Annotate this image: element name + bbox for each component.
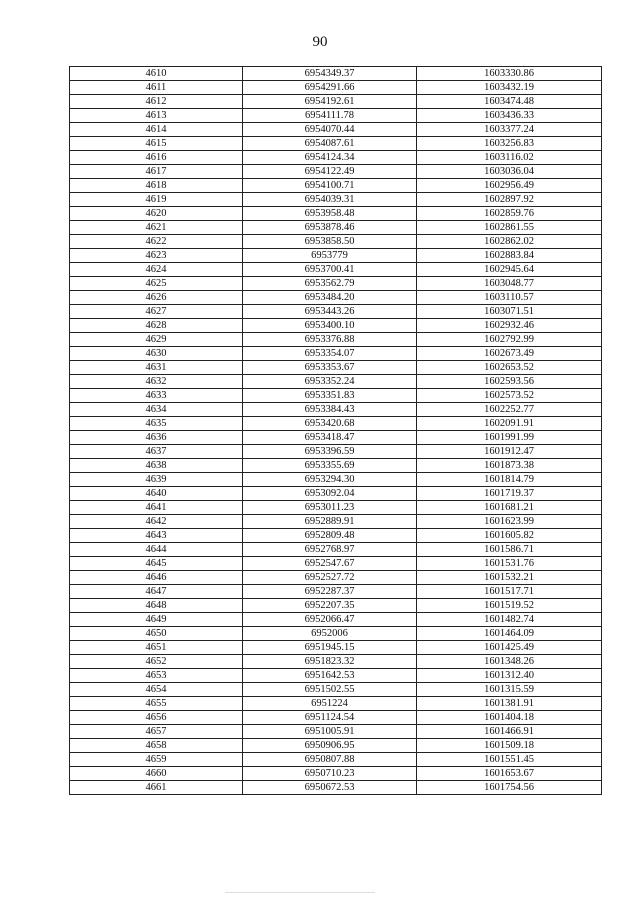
point-number-cell: 4660 bbox=[70, 767, 243, 781]
table-row bbox=[70, 291, 602, 305]
x-coordinate-cell: 6953353.67 bbox=[243, 361, 417, 375]
y-coordinate-cell: 1601653.67 bbox=[417, 767, 602, 781]
table-row bbox=[70, 193, 602, 207]
x-coordinate-cell: 6953351.83 bbox=[243, 389, 417, 403]
x-coordinate-cell: 6954100.71 bbox=[243, 179, 417, 193]
point-number-cell: 4640 bbox=[70, 487, 243, 501]
x-coordinate-cell: 6953779 bbox=[243, 249, 417, 263]
y-coordinate-cell: 1602091.91 bbox=[417, 417, 602, 431]
y-coordinate-cell: 1603436.33 bbox=[417, 109, 602, 123]
x-coordinate-cell: 6953355.69 bbox=[243, 459, 417, 473]
point-number-cell: 4635 bbox=[70, 417, 243, 431]
x-coordinate-cell: 6951224 bbox=[243, 697, 417, 711]
point-number-cell: 4657 bbox=[70, 725, 243, 739]
table-row bbox=[70, 403, 602, 417]
table-row bbox=[70, 375, 602, 389]
y-coordinate-cell: 1603377.24 bbox=[417, 123, 602, 137]
point-number-cell: 4632 bbox=[70, 375, 243, 389]
point-number-cell: 4614 bbox=[70, 123, 243, 137]
x-coordinate-cell: 6952547.67 bbox=[243, 557, 417, 571]
coordinates-table bbox=[69, 66, 602, 795]
point-number-cell: 4653 bbox=[70, 669, 243, 683]
point-number-cell: 4619 bbox=[70, 193, 243, 207]
x-coordinate-cell: 6952287.37 bbox=[243, 585, 417, 599]
y-coordinate-cell: 1603116.02 bbox=[417, 151, 602, 165]
y-coordinate-cell: 1602897.92 bbox=[417, 193, 602, 207]
point-number-cell: 4648 bbox=[70, 599, 243, 613]
table-row bbox=[70, 501, 602, 515]
y-coordinate-cell: 1601754.56 bbox=[417, 781, 602, 795]
table-row bbox=[70, 389, 602, 403]
y-coordinate-cell: 1601509.18 bbox=[417, 739, 602, 753]
point-number-cell: 4652 bbox=[70, 655, 243, 669]
point-number-cell: 4647 bbox=[70, 585, 243, 599]
x-coordinate-cell: 6953858.50 bbox=[243, 235, 417, 249]
table-row bbox=[70, 515, 602, 529]
y-coordinate-cell: 1603071.51 bbox=[417, 305, 602, 319]
x-coordinate-cell: 6954349.37 bbox=[243, 67, 417, 81]
point-number-cell: 4634 bbox=[70, 403, 243, 417]
y-coordinate-cell: 1601466.91 bbox=[417, 725, 602, 739]
point-number-cell: 4613 bbox=[70, 109, 243, 123]
x-coordinate-cell: 6952066.47 bbox=[243, 613, 417, 627]
y-coordinate-cell: 1603036.04 bbox=[417, 165, 602, 179]
x-coordinate-cell: 6953700.41 bbox=[243, 263, 417, 277]
table-row bbox=[70, 81, 602, 95]
x-coordinate-cell: 6951823.32 bbox=[243, 655, 417, 669]
table-row bbox=[70, 249, 602, 263]
x-coordinate-cell: 6954111.78 bbox=[243, 109, 417, 123]
x-coordinate-cell: 6954291.66 bbox=[243, 81, 417, 95]
table-row bbox=[70, 585, 602, 599]
table-row bbox=[70, 417, 602, 431]
x-coordinate-cell: 6954070.44 bbox=[243, 123, 417, 137]
x-coordinate-cell: 6954124.34 bbox=[243, 151, 417, 165]
y-coordinate-cell: 1603330.86 bbox=[417, 67, 602, 81]
point-number-cell: 4636 bbox=[70, 431, 243, 445]
y-coordinate-cell: 1601425.49 bbox=[417, 641, 602, 655]
point-number-cell: 4658 bbox=[70, 739, 243, 753]
table-row bbox=[70, 95, 602, 109]
table-row bbox=[70, 683, 602, 697]
table-row bbox=[70, 599, 602, 613]
x-coordinate-cell: 6953484.20 bbox=[243, 291, 417, 305]
y-coordinate-cell: 1601912.47 bbox=[417, 445, 602, 459]
y-coordinate-cell: 1601404.18 bbox=[417, 711, 602, 725]
point-number-cell: 4631 bbox=[70, 361, 243, 375]
table-row bbox=[70, 277, 602, 291]
point-number-cell: 4620 bbox=[70, 207, 243, 221]
table-row bbox=[70, 571, 602, 585]
point-number-cell: 4661 bbox=[70, 781, 243, 795]
table-row bbox=[70, 543, 602, 557]
point-number-cell: 4655 bbox=[70, 697, 243, 711]
x-coordinate-cell: 6951945.15 bbox=[243, 641, 417, 655]
x-coordinate-cell: 6954192.61 bbox=[243, 95, 417, 109]
point-number-cell: 4633 bbox=[70, 389, 243, 403]
x-coordinate-cell: 6954087.61 bbox=[243, 137, 417, 151]
table-row bbox=[70, 445, 602, 459]
x-coordinate-cell: 6953092.04 bbox=[243, 487, 417, 501]
x-coordinate-cell: 6951642.53 bbox=[243, 669, 417, 683]
x-coordinate-cell: 6953376.88 bbox=[243, 333, 417, 347]
x-coordinate-cell: 6952527.72 bbox=[243, 571, 417, 585]
x-coordinate-cell: 6953400.10 bbox=[243, 319, 417, 333]
table-row bbox=[70, 711, 602, 725]
y-coordinate-cell: 1602573.52 bbox=[417, 389, 602, 403]
point-number-cell: 4612 bbox=[70, 95, 243, 109]
table-row bbox=[70, 725, 602, 739]
y-coordinate-cell: 1601814.79 bbox=[417, 473, 602, 487]
x-coordinate-cell: 6952809.48 bbox=[243, 529, 417, 543]
y-coordinate-cell: 1601519.52 bbox=[417, 599, 602, 613]
y-coordinate-cell: 1601551.45 bbox=[417, 753, 602, 767]
x-coordinate-cell: 6952768.97 bbox=[243, 543, 417, 557]
x-coordinate-cell: 6953384.43 bbox=[243, 403, 417, 417]
y-coordinate-cell: 1603474.48 bbox=[417, 95, 602, 109]
table-row bbox=[70, 431, 602, 445]
table-row bbox=[70, 361, 602, 375]
table-row bbox=[70, 179, 602, 193]
x-coordinate-cell: 6953011.23 bbox=[243, 501, 417, 515]
x-coordinate-cell: 6953443.26 bbox=[243, 305, 417, 319]
point-number-cell: 4656 bbox=[70, 711, 243, 725]
table-row bbox=[70, 207, 602, 221]
table-row bbox=[70, 627, 602, 641]
y-coordinate-cell: 1601681.21 bbox=[417, 501, 602, 515]
y-coordinate-cell: 1601517.71 bbox=[417, 585, 602, 599]
y-coordinate-cell: 1602792.99 bbox=[417, 333, 602, 347]
table-row bbox=[70, 109, 602, 123]
y-coordinate-cell: 1602593.56 bbox=[417, 375, 602, 389]
x-coordinate-cell: 6952889.91 bbox=[243, 515, 417, 529]
table-row bbox=[70, 753, 602, 767]
table-row bbox=[70, 151, 602, 165]
bottom-divider bbox=[225, 892, 375, 893]
x-coordinate-cell: 6950906.95 bbox=[243, 739, 417, 753]
y-coordinate-cell: 1602861.55 bbox=[417, 221, 602, 235]
table-row bbox=[70, 137, 602, 151]
x-coordinate-cell: 6950710.23 bbox=[243, 767, 417, 781]
table-row bbox=[70, 333, 602, 347]
table-row bbox=[70, 305, 602, 319]
y-coordinate-cell: 1601312.40 bbox=[417, 669, 602, 683]
point-number-cell: 4630 bbox=[70, 347, 243, 361]
x-coordinate-cell: 6953420.68 bbox=[243, 417, 417, 431]
point-number-cell: 4654 bbox=[70, 683, 243, 697]
y-coordinate-cell: 1603048.77 bbox=[417, 277, 602, 291]
table-row bbox=[70, 557, 602, 571]
point-number-cell: 4616 bbox=[70, 151, 243, 165]
y-coordinate-cell: 1602956.49 bbox=[417, 179, 602, 193]
point-number-cell: 4641 bbox=[70, 501, 243, 515]
x-coordinate-cell: 6953418.47 bbox=[243, 431, 417, 445]
point-number-cell: 4621 bbox=[70, 221, 243, 235]
table-row bbox=[70, 347, 602, 361]
table-row bbox=[70, 655, 602, 669]
x-coordinate-cell: 6953562.79 bbox=[243, 277, 417, 291]
table-row bbox=[70, 613, 602, 627]
table-row bbox=[70, 487, 602, 501]
point-number-cell: 4651 bbox=[70, 641, 243, 655]
point-number-cell: 4623 bbox=[70, 249, 243, 263]
point-number-cell: 4626 bbox=[70, 291, 243, 305]
x-coordinate-cell: 6951124.54 bbox=[243, 711, 417, 725]
x-coordinate-cell: 6953352.24 bbox=[243, 375, 417, 389]
point-number-cell: 4644 bbox=[70, 543, 243, 557]
y-coordinate-cell: 1601873.38 bbox=[417, 459, 602, 473]
table-row bbox=[70, 459, 602, 473]
table-row bbox=[70, 473, 602, 487]
y-coordinate-cell: 1603432.19 bbox=[417, 81, 602, 95]
table-row bbox=[70, 67, 602, 81]
page-number: 90 bbox=[312, 34, 328, 50]
table-row bbox=[70, 235, 602, 249]
y-coordinate-cell: 1601586.71 bbox=[417, 543, 602, 557]
y-coordinate-cell: 1601605.82 bbox=[417, 529, 602, 543]
point-number-cell: 4615 bbox=[70, 137, 243, 151]
x-coordinate-cell: 6951502.55 bbox=[243, 683, 417, 697]
y-coordinate-cell: 1601315.59 bbox=[417, 683, 602, 697]
table-row bbox=[70, 319, 602, 333]
x-coordinate-cell: 6954122.49 bbox=[243, 165, 417, 179]
point-number-cell: 4646 bbox=[70, 571, 243, 585]
table-row bbox=[70, 123, 602, 137]
y-coordinate-cell: 1601532.21 bbox=[417, 571, 602, 585]
x-coordinate-cell: 6952006 bbox=[243, 627, 417, 641]
y-coordinate-cell: 1601464.09 bbox=[417, 627, 602, 641]
y-coordinate-cell: 1602653.52 bbox=[417, 361, 602, 375]
y-coordinate-cell: 1601719.37 bbox=[417, 487, 602, 501]
table-row bbox=[70, 767, 602, 781]
x-coordinate-cell: 6951005.91 bbox=[243, 725, 417, 739]
y-coordinate-cell: 1602859.76 bbox=[417, 207, 602, 221]
x-coordinate-cell: 6953396.59 bbox=[243, 445, 417, 459]
point-number-cell: 4617 bbox=[70, 165, 243, 179]
x-coordinate-cell: 6950807.88 bbox=[243, 753, 417, 767]
table-row bbox=[70, 641, 602, 655]
point-number-cell: 4637 bbox=[70, 445, 243, 459]
table-row bbox=[70, 263, 602, 277]
x-coordinate-cell: 6953354.07 bbox=[243, 347, 417, 361]
y-coordinate-cell: 1602945.64 bbox=[417, 263, 602, 277]
point-number-cell: 4622 bbox=[70, 235, 243, 249]
y-coordinate-cell: 1601482.74 bbox=[417, 613, 602, 627]
table-row bbox=[70, 739, 602, 753]
x-coordinate-cell: 6954039.31 bbox=[243, 193, 417, 207]
point-number-cell: 4645 bbox=[70, 557, 243, 571]
y-coordinate-cell: 1602673.49 bbox=[417, 347, 602, 361]
table-row bbox=[70, 529, 602, 543]
point-number-cell: 4625 bbox=[70, 277, 243, 291]
point-number-cell: 4610 bbox=[70, 67, 243, 81]
x-coordinate-cell: 6950672.53 bbox=[243, 781, 417, 795]
point-number-cell: 4627 bbox=[70, 305, 243, 319]
y-coordinate-cell: 1601623.99 bbox=[417, 515, 602, 529]
point-number-cell: 4639 bbox=[70, 473, 243, 487]
y-coordinate-cell: 1602883.84 bbox=[417, 249, 602, 263]
point-number-cell: 4642 bbox=[70, 515, 243, 529]
y-coordinate-cell: 1602862.02 bbox=[417, 235, 602, 249]
table-body bbox=[70, 67, 602, 795]
point-number-cell: 4611 bbox=[70, 81, 243, 95]
table-row bbox=[70, 697, 602, 711]
y-coordinate-cell: 1601348.26 bbox=[417, 655, 602, 669]
point-number-cell: 4629 bbox=[70, 333, 243, 347]
y-coordinate-cell: 1601381.91 bbox=[417, 697, 602, 711]
y-coordinate-cell: 1603110.57 bbox=[417, 291, 602, 305]
point-number-cell: 4624 bbox=[70, 263, 243, 277]
y-coordinate-cell: 1602932.46 bbox=[417, 319, 602, 333]
x-coordinate-cell: 6953958.48 bbox=[243, 207, 417, 221]
x-coordinate-cell: 6953294.30 bbox=[243, 473, 417, 487]
table-row bbox=[70, 781, 602, 795]
table-row bbox=[70, 669, 602, 683]
table-row bbox=[70, 221, 602, 235]
y-coordinate-cell: 1601991.99 bbox=[417, 431, 602, 445]
x-coordinate-cell: 6953878.46 bbox=[243, 221, 417, 235]
table-row bbox=[70, 165, 602, 179]
point-number-cell: 4659 bbox=[70, 753, 243, 767]
point-number-cell: 4643 bbox=[70, 529, 243, 543]
x-coordinate-cell: 6952207.35 bbox=[243, 599, 417, 613]
y-coordinate-cell: 1601531.76 bbox=[417, 557, 602, 571]
point-number-cell: 4650 bbox=[70, 627, 243, 641]
point-number-cell: 4628 bbox=[70, 319, 243, 333]
point-number-cell: 4638 bbox=[70, 459, 243, 473]
y-coordinate-cell: 1603256.83 bbox=[417, 137, 602, 151]
point-number-cell: 4618 bbox=[70, 179, 243, 193]
point-number-cell: 4649 bbox=[70, 613, 243, 627]
y-coordinate-cell: 1602252.77 bbox=[417, 403, 602, 417]
